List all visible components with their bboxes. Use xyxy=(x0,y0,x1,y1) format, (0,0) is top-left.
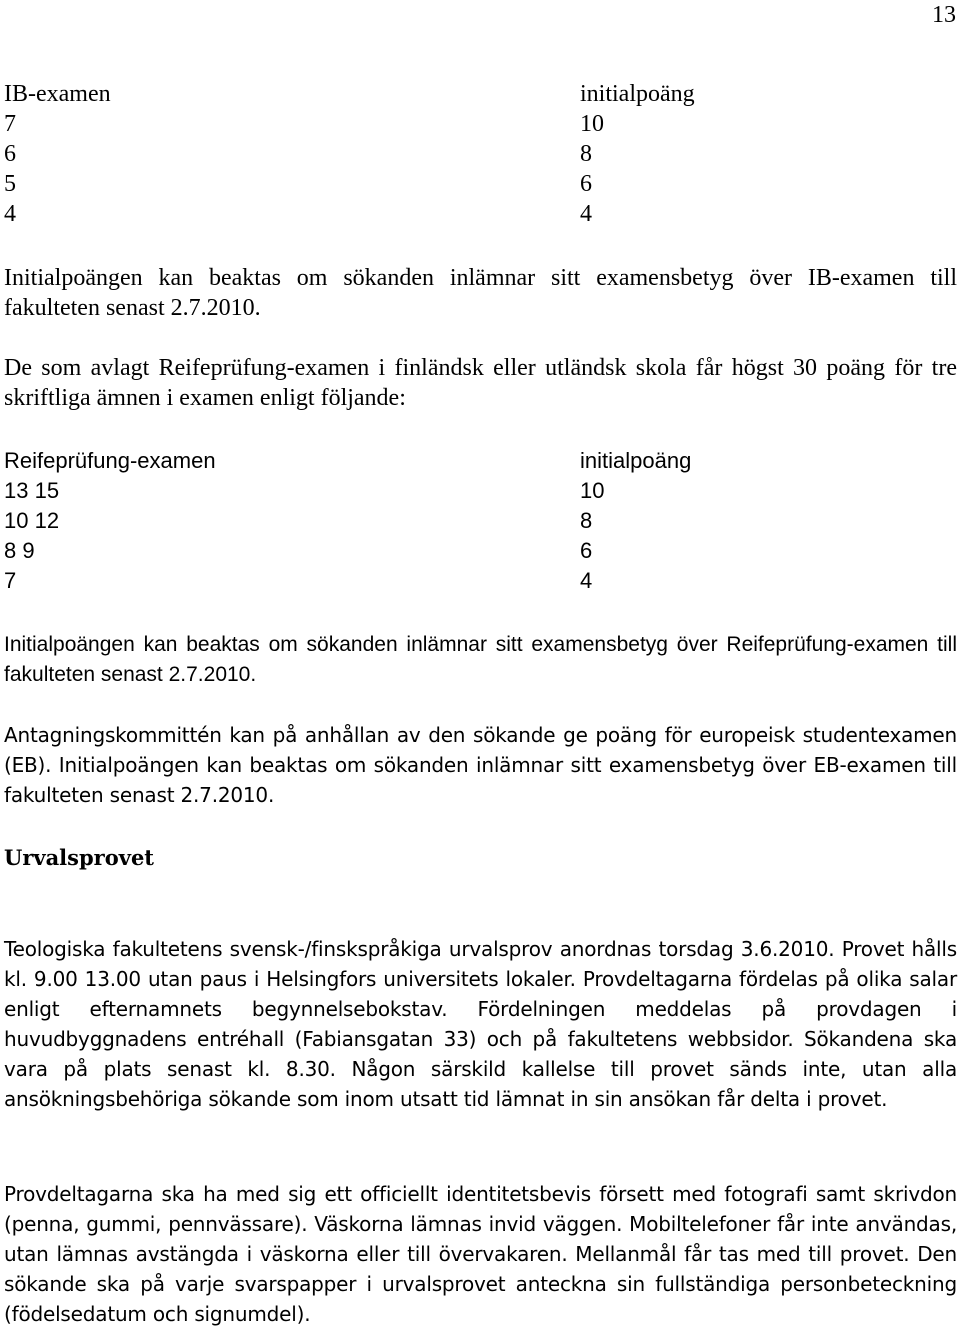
urval-heading: Urvalsprovet xyxy=(4,845,155,870)
table-cell: 7 xyxy=(4,111,16,137)
table-cell: 13 15 xyxy=(4,478,60,503)
table-cell: 4 xyxy=(4,201,16,227)
table-row xyxy=(4,109,764,139)
table-header-row xyxy=(4,79,764,109)
table-cell: 10 xyxy=(580,111,604,137)
table-cell: 4 xyxy=(580,201,592,227)
table-cell: 10 xyxy=(580,478,605,503)
table-cell: 10 12 xyxy=(4,508,60,533)
page-number: 13 xyxy=(932,2,956,28)
table-header-exam: IB-examen xyxy=(4,81,111,107)
reife-intro-paragraph: De som avlagt Reifeprüfung-examen i finländsk eller utländsk skola får högst 30 poäng för tre skriftliga ämnen i examen enligt följande: xyxy=(4,355,957,411)
table-header-row xyxy=(4,446,764,476)
eb-note-paragraph: Antagningskommittén kan på anhållan av den sökande ge poäng för europeisk studentexamen (EB). Initialpoängen kan beaktas om sökanden inlämnar sitt examensbetyg över EB-examen till fakulteten senast 2.7.2010. xyxy=(4,723,957,807)
table-cell: 8 9 xyxy=(4,538,35,563)
table-cell: 8 xyxy=(580,508,593,533)
table-header-points: initialpoäng xyxy=(580,81,695,107)
table-row xyxy=(4,169,764,199)
table-cell: 8 xyxy=(580,141,592,167)
table-row xyxy=(4,476,764,506)
table-header-points: initialpoäng xyxy=(580,448,692,473)
reife-note-paragraph: Initialpoängen kan beaktas om sökanden inlämnar sitt examensbetyg över Reifeprüfung-examen till fakulteten senast 2.7.2010. xyxy=(4,633,957,686)
table-cell: 5 xyxy=(4,171,16,197)
ib-note-paragraph: Initialpoängen kan beaktas om sökanden inlämnar sitt examensbetyg över IB-examen till fakulteten senast 2.7.2010. xyxy=(4,265,957,321)
table-header-exam: Reifeprüfung-examen xyxy=(4,448,216,473)
urval-paragraph-1: Teologiska fakultetens svensk-/finskspråkiga urvalsprov anordnas torsdag 3.6.2010. Provet hålls kl. 9.00 13.00 utan paus i Helsingfors universitets lokaler. Provdeltagarna fördelas på olika salar enligt efternamnets begynnelsebokstav. Fördelningen meddelas på provdagen i huvudbyggnadens entréhall (Fabiansgatan 33) och på fakultetens webbsidor. Sökandena ska vara på plats senast kl. 8.30. Någon särskild kallelse till provet sänds inte, utan alla ansökningsbehöriga sökande som inom utsatt tid lämnat in sin ansökan får delta i provet. xyxy=(4,937,957,1111)
table-row xyxy=(4,536,764,566)
table-row xyxy=(4,139,764,169)
table-row xyxy=(4,566,764,596)
table-cell: 6 xyxy=(580,171,592,197)
table-cell: 4 xyxy=(580,568,593,593)
table-cell: 6 xyxy=(580,538,593,563)
table-cell: 6 xyxy=(4,141,16,167)
reife-points-table xyxy=(4,446,764,596)
table-row xyxy=(4,199,764,229)
urval-paragraph-2: Provdeltagarna ska ha med sig ett officiellt identitetsbevis försett med fotografi samt skrivdon (penna, gummi, pennvässare). Väskorna lämnas invid väggen. Mobiltelefoner får inte användas, utan lämnas avstängda i väskorna eller till övervakaren. Mellanmål får tas med till provet. Den sökande ska på varje svarspapper i urvalsprovet anteckna sin fullständiga personbeteckning (födelsedatum och signumdel). xyxy=(4,1182,957,1326)
table-cell: 7 xyxy=(4,568,17,593)
ib-points-table xyxy=(4,79,764,229)
table-row xyxy=(4,506,764,536)
